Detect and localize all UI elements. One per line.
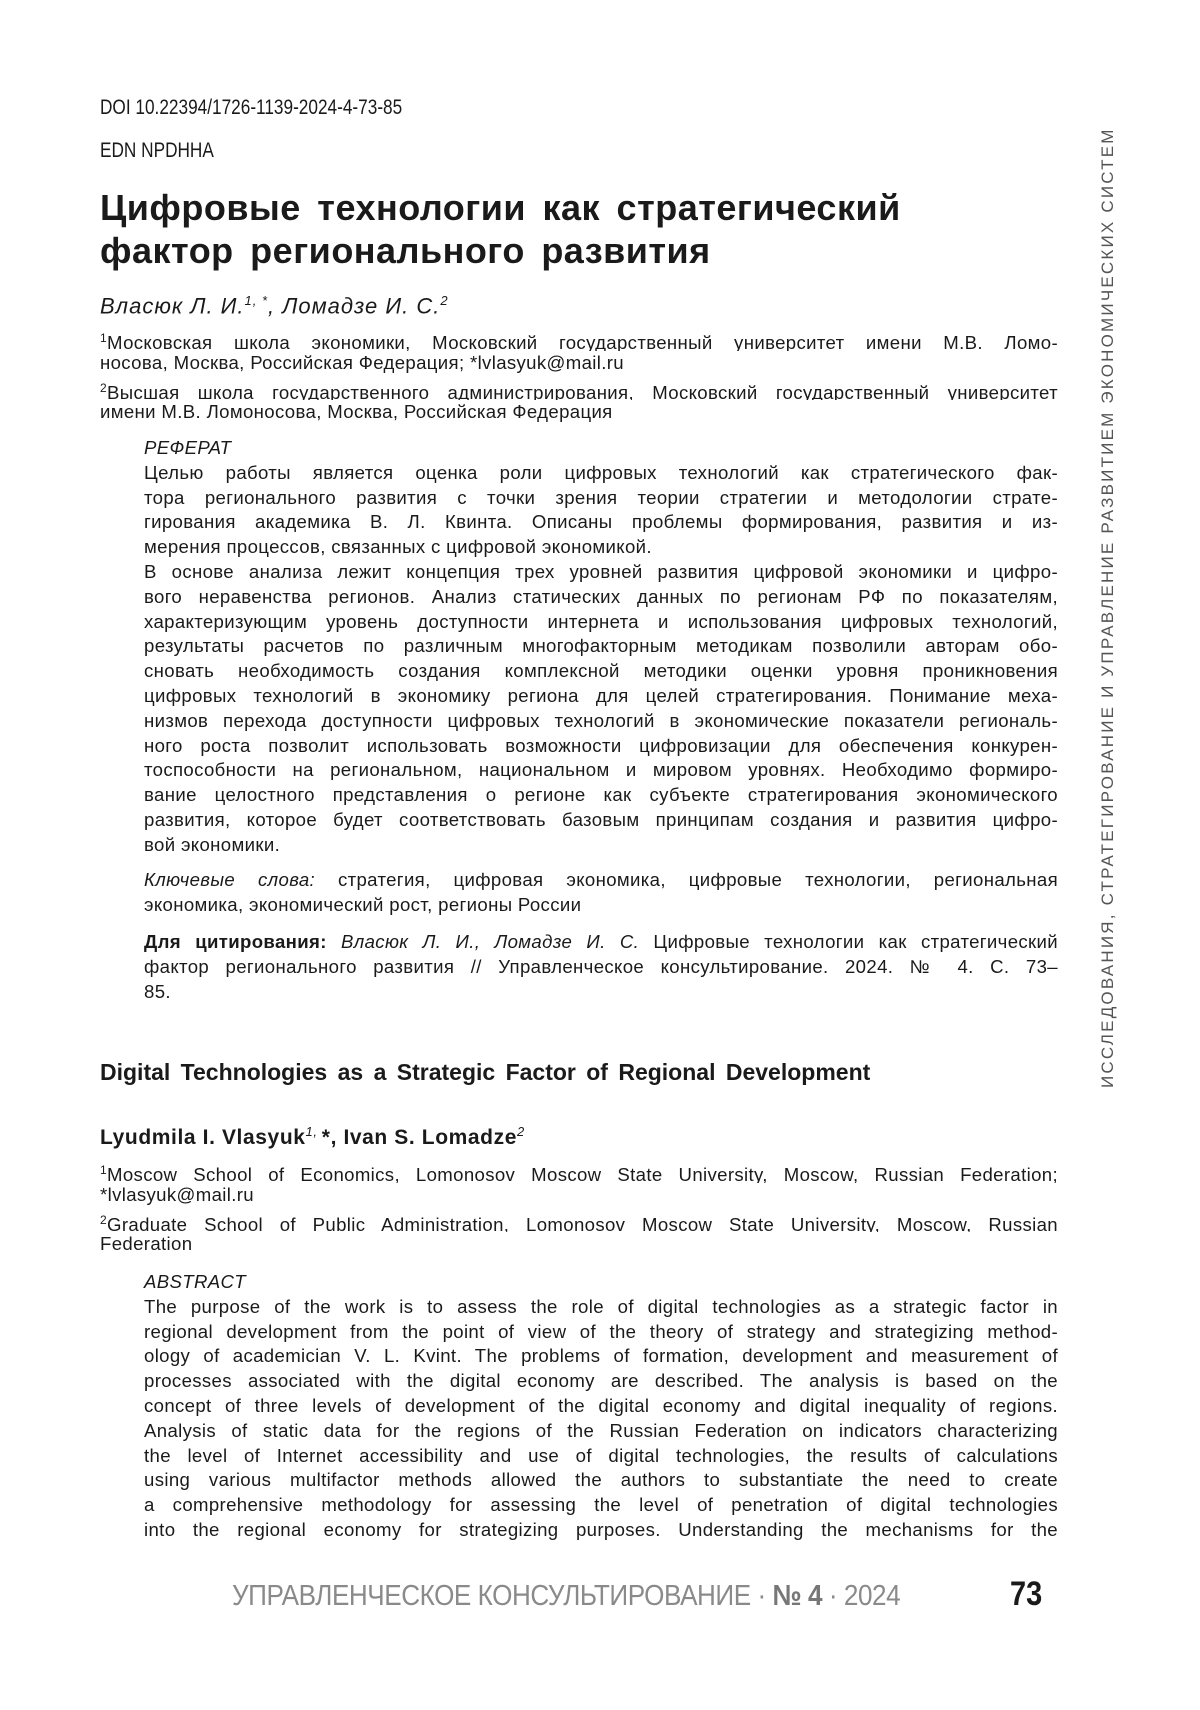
footnote-marker: 1 — [100, 331, 107, 345]
authors-ru — [100, 293, 449, 319]
text-line — [100, 1183, 1058, 1208]
text-line — [144, 783, 1058, 808]
text-line — [144, 808, 1058, 833]
text-line — [144, 833, 1058, 858]
text-segment: развития, которое будет соответствовать базовым принципам создания и развития цифро- — [144, 809, 1058, 830]
text-segment: цифровых технологий в экономику региона для целей стратегирования. Понимание меха- — [144, 685, 1058, 706]
text-segment: результаты расчетов по различным многофакторным методикам позволили авторам обо- — [144, 635, 1058, 656]
text-segment: *lvlasyuk@mail.ru — [100, 1184, 254, 1205]
text-segment: характеризующим уровень доступности интернета и использования цифровых технологий, — [144, 611, 1058, 632]
text-line — [144, 1344, 1058, 1369]
text-segment: Целью работы является оценка роли цифровых технологий как стратегического фак- — [144, 462, 1058, 483]
text-line — [100, 1208, 1058, 1233]
text-line — [144, 610, 1058, 635]
text-segment: a comprehensive methodology for assessing the level of penetration of digital technologies — [144, 1494, 1058, 1515]
footer-journal: УПРАВЛЕНЧЕСКОЕ КОНСУЛЬТИРОВАНИЕ · № 4 · 2024 — [232, 1580, 900, 1613]
abstract-ru — [144, 436, 1058, 858]
author-sup: 2 — [440, 293, 448, 308]
text-line — [144, 980, 1058, 1005]
text-segment: мерения процессов, связанных с цифровой экономикой. — [144, 536, 652, 557]
text-segment: processes associated with the digital economy are described. The analysis is based on the — [144, 1370, 1058, 1391]
keywords-ru — [144, 868, 1058, 918]
text-segment: Moscow School of Economics, Lomonosov Moscow State University, Moscow, Russian Federation; — [107, 1164, 1058, 1183]
author-sup: 1, — [306, 1124, 322, 1139]
text-segment: вание целостного представления о регионе как субъекте стратегирования экономического — [144, 784, 1058, 805]
text-segment: экономика, экономический рост, регионы России — [144, 894, 581, 915]
text-line — [144, 659, 1058, 684]
text-line — [144, 1444, 1058, 1469]
footnote-marker: 1 — [100, 1163, 107, 1177]
text-segment: 85. — [144, 981, 171, 1002]
abstract-en — [144, 1270, 1058, 1543]
text-line — [144, 634, 1058, 659]
text-line — [144, 560, 1058, 585]
text-segment: The purpose of the work is to assess the role of digital technologies as a strategic factor in — [144, 1296, 1058, 1317]
text-line — [100, 1158, 1058, 1183]
text-segment: носова, Москва, Российская Федерация; *lvlasyuk@mail.ru — [100, 352, 624, 373]
text-segment: Federation — [100, 1233, 192, 1254]
text-segment: Власюк Л. И., Ломадзе И. С. — [327, 931, 639, 952]
journal-section-side-text: ИССЛЕДОВАНИЯ, СТРАТЕГИРОВАНИЕ И УПРАВЛЕНИЕ РАЗВИТИЕМ ЭКОНОМИЧЕСКИХ СИСТЕМ — [1098, 95, 1124, 1120]
text-segment: стратегия, цифровая экономика, цифровые технологии, региональная — [315, 869, 1058, 890]
text-line — [144, 868, 1058, 893]
text-line — [100, 326, 1058, 351]
abstract-heading: ABSTRACT — [144, 1270, 1058, 1295]
text-line — [144, 461, 1058, 486]
text-line — [144, 955, 1058, 980]
text-segment: имени М.В. Ломоносова, Москва, Российская Федерация — [100, 401, 613, 422]
text-segment: фактор регионального развития // Управленческое консультирование. 2024. № 4. С. 73– — [144, 956, 1058, 977]
text-segment: Московская школа экономики, Московский государственный университет имени М.В. Ломо- — [107, 332, 1058, 351]
text-line — [144, 1320, 1058, 1345]
abstract-body — [144, 461, 1058, 858]
text-line — [144, 585, 1058, 610]
text-segment: вой экономики. — [144, 834, 280, 855]
text-segment: using various multifactor methods allowed the authors to substantiate the need to create — [144, 1469, 1058, 1490]
title-line: Цифровые технологии как стратегический — [100, 186, 901, 229]
text-segment: ology of academician V. L. Kvint. The problems of formation, development and measurement of — [144, 1345, 1058, 1366]
author-sup: 2 — [517, 1124, 525, 1139]
text-segment: гирования академика В. Л. Квинта. Описаны проблемы формирования, развития и из- — [144, 511, 1058, 532]
text-line — [144, 893, 1058, 918]
footnote-marker: 2 — [100, 1213, 107, 1227]
text-segment: Ключевые слова: — [144, 869, 315, 890]
journal-name: УПРАВЛЕНЧЕСКОЕ КОНСУЛЬТИРОВАНИЕ — [232, 1580, 751, 1612]
author-name: *, Ivan S. Lomadze — [322, 1126, 517, 1149]
doi: DOI 10.22394/1726-1139-2024-4-73-85 — [100, 96, 402, 120]
author-name: , Ломадзе И. С. — [268, 293, 440, 318]
citation-ru — [144, 930, 1058, 1004]
text-segment: тоспособности на региональном, национальном и мировом уровнях. Необходимо формиро- — [144, 759, 1058, 780]
text-segment: into the regional economy for strategizing purposes. Understanding the mechanisms for the — [144, 1519, 1058, 1540]
text-segment: Для цитирования: — [144, 931, 327, 952]
authors-en — [100, 1124, 525, 1150]
text-segment: Analysis of static data for the regions of the Russian Federation on indicators characterizing — [144, 1420, 1058, 1441]
text-line — [144, 535, 1058, 560]
abstract-heading: РЕФЕРАТ — [144, 436, 1058, 461]
issue-number: № 4 — [773, 1580, 823, 1612]
text-line — [144, 1419, 1058, 1444]
text-line — [100, 351, 1058, 376]
text-line — [144, 758, 1058, 783]
text-line — [100, 400, 1058, 425]
text-segment: the level of Internet accessibility and use of digital technologies, the results of calculations — [144, 1445, 1058, 1466]
author-sup: 1, * — [245, 293, 269, 308]
text-line — [144, 709, 1058, 734]
author-name: Lyudmila I. Vlasyuk — [100, 1126, 306, 1149]
footnote-marker: 2 — [100, 381, 107, 395]
text-segment: В основе анализа лежит концепция трех уровней развития цифровой экономики и цифро- — [144, 561, 1058, 582]
text-line — [144, 1493, 1058, 1518]
author-name: Власюк Л. И. — [100, 293, 245, 318]
edn: EDN NPDHHA — [100, 139, 214, 163]
text-segment: сновать необходимость создания комплексной методики оценки уровня проникновения — [144, 660, 1058, 681]
affiliations-ru — [100, 326, 1058, 425]
text-line — [100, 1232, 1058, 1257]
text-segment: Цифровые технологии как стратегический — [639, 931, 1058, 952]
text-segment: Graduate School of Public Administration, Lomonosov Moscow State University, Moscow, Russian — [107, 1214, 1058, 1233]
text-line — [144, 1468, 1058, 1493]
article-title-ru — [100, 186, 901, 272]
text-line — [144, 1295, 1058, 1320]
text-segment: regional development from the point of view of the theory of strategy and strategizing method- — [144, 1321, 1058, 1342]
text-segment: ного роста позволит использовать возможности цифровизации для обеспечения конкурен- — [144, 735, 1058, 756]
text-line — [144, 930, 1058, 955]
text-line — [100, 376, 1058, 401]
text-segment: тора регионального развития с точки зрения теории стратегии и методологии страте- — [144, 487, 1058, 508]
affiliations-en — [100, 1158, 1058, 1257]
issue-year: 2024 — [844, 1580, 900, 1612]
text-line — [144, 1518, 1058, 1543]
text-line — [144, 684, 1058, 709]
page-number: 73 — [1010, 1575, 1042, 1614]
text-line — [144, 1394, 1058, 1419]
text-segment: concept of three levels of development of the digital economy and digital inequality of regions. — [144, 1395, 1058, 1416]
text-line — [144, 1369, 1058, 1394]
text-line — [144, 486, 1058, 511]
text-line — [144, 734, 1058, 759]
article-title-en: Digital Technologies as a Strategic Factor of Regional Development — [100, 1059, 870, 1086]
abstract-body — [144, 1295, 1058, 1543]
text-segment: Высшая школа государственного администрирования, Московский государственный университет — [107, 382, 1058, 401]
title-line: фактор регионального развития — [100, 229, 901, 272]
text-segment: низмов перехода доступности цифровых технологий в экономические показатели региональ- — [144, 710, 1058, 731]
text-line — [144, 510, 1058, 535]
text-segment: вого неравенства регионов. Анализ статических данных по регионам РФ по показателям, — [144, 586, 1058, 607]
